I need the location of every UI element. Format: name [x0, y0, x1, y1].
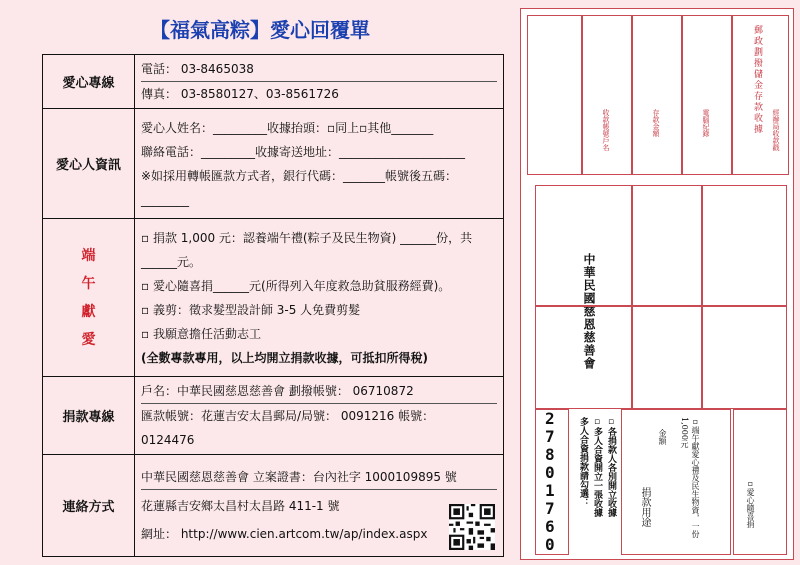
- program-char-4: 愛: [81, 331, 96, 348]
- title-rest: 愛心回覆單: [270, 18, 370, 42]
- phone-text: 電話： 03-8465038: [141, 57, 497, 82]
- account-digit-7: 7: [545, 427, 555, 446]
- tax-note: (全數專款專用，以上均開立捐款收據，可抵扣所得稅): [141, 350, 428, 365]
- receipt-block: [527, 15, 789, 175]
- slip-hline-1: [535, 305, 787, 307]
- org-registration: 中華民國慈恩慈善會 立案證書：台內社字 1000109895 號: [141, 465, 497, 490]
- program-content: [135, 219, 504, 377]
- account-digit-3: 7: [545, 499, 555, 518]
- receipt-divider-3: [681, 15, 683, 175]
- donor-phone-line[interactable]: 聯絡電話：_________收據寄送地址：_____________________: [141, 144, 466, 159]
- donor-label: 愛心人資訊: [43, 109, 135, 219]
- donation-label: 捐款專線: [43, 377, 135, 455]
- purpose-title: 捐款用途: [639, 487, 650, 527]
- receipt-side-label-1: 收款帳號戶名: [602, 109, 610, 151]
- fax-text: 傳真： 03-8580127、03-8561726: [141, 87, 339, 101]
- account-digit-2: 6: [545, 517, 555, 536]
- receipt-divider-2: [631, 15, 633, 175]
- account-digit-5: 0: [545, 463, 555, 482]
- account-digit-8: 2: [545, 409, 555, 428]
- org-address: 花蓮縣吉安鄉太昌村太昌路 411-1 號: [141, 499, 340, 513]
- multi-donor-prompt: 多人合資捐款請勾選：: [578, 417, 588, 507]
- purpose-choice-donation[interactable]: ▫愛心隨喜捐: [746, 479, 755, 528]
- program-char-1: 端: [81, 247, 96, 264]
- bank-account: 匯款帳號：花蓮吉安太昌郵局/局號： 0091216 帳號：: [141, 409, 435, 423]
- qr-code-icon: [449, 504, 495, 550]
- donor-bank-line[interactable]: ※如採用轉帳匯款方式者，銀行代碼：_______帳號後五碼：: [141, 168, 458, 183]
- donor-content: [135, 109, 504, 219]
- contact-content: [135, 455, 504, 557]
- donation-content: [135, 377, 504, 455]
- hotline-content: [135, 55, 504, 109]
- account-digit-4: 1: [545, 481, 555, 500]
- main-slip-block: [535, 185, 787, 409]
- purpose-choice-gift[interactable]: ▫端午獻愛心禮及民生物資，一份1,000元: [680, 417, 700, 538]
- slip-payee: 中華民國慈恩慈善會: [582, 253, 596, 370]
- donor-bank-line-2[interactable]: ________: [141, 192, 189, 207]
- org-website[interactable]: 網址： http://www.cien.artcom.tw/ap/index.aspx: [141, 527, 428, 541]
- bank-account-number: 0124476: [141, 433, 195, 447]
- amount-label: 金額: [658, 429, 667, 445]
- contact-label: 連絡方式: [43, 455, 135, 557]
- receipt-side-label-2: 存款金額: [652, 109, 660, 137]
- page-title: [0, 14, 520, 43]
- slip-vline-2: [701, 185, 703, 409]
- slip-vline-1: [631, 185, 633, 409]
- option-volunteer[interactable]: ▫ 我願意擔任活動志工: [141, 326, 261, 341]
- account-digit-1: 0: [545, 535, 555, 554]
- program-char-3: 獻: [81, 303, 96, 320]
- single-receipt-option[interactable]: ▫多人合資開立一張收據: [592, 417, 602, 517]
- donor-name-line[interactable]: 愛心人姓名：_________收據抬頭：▫同上▫其他_______: [141, 120, 434, 135]
- program-label: [43, 219, 135, 377]
- separate-receipt-option[interactable]: ▫各捐款人各別開立收據: [606, 417, 616, 517]
- option-haircut[interactable]: ▫ 義剪：徵求髮型設計師 3-5 人免費剪髮: [141, 302, 361, 317]
- title-bracketed: 【福氣高粽】: [150, 18, 270, 42]
- option-sponsor-gift-total[interactable]: ______元。: [141, 254, 202, 269]
- receipt-header: 郵政劃撥儲金存款收據: [752, 25, 762, 135]
- option-free-donation[interactable]: ▫ 愛心隨喜捐______元(所得列入年度救急助貧服務經費)。: [141, 278, 451, 293]
- receipt-side-label-3: 電腦紀錄: [702, 109, 710, 137]
- donation-box: [733, 409, 787, 555]
- program-char-2: 午: [81, 275, 96, 292]
- hotline-label: 愛心專線: [43, 55, 135, 109]
- postal-account: 戶名：中華民國慈恩慈善會 劃撥帳號： 06710872: [141, 379, 497, 404]
- account-digit-6: 8: [545, 445, 555, 464]
- option-sponsor-gift[interactable]: ▫ 捐款 1,000 元：認養端午禮(粽子及民生物資) ______份，共: [141, 230, 473, 245]
- purpose-box: [621, 409, 731, 555]
- postal-transfer-slip: [520, 8, 794, 560]
- receipt-side-label-4: 經辦局收款戳: [772, 109, 780, 151]
- reply-form-table: [42, 54, 504, 557]
- receipt-divider-4: [731, 15, 733, 175]
- receipt-divider-1: [581, 15, 583, 175]
